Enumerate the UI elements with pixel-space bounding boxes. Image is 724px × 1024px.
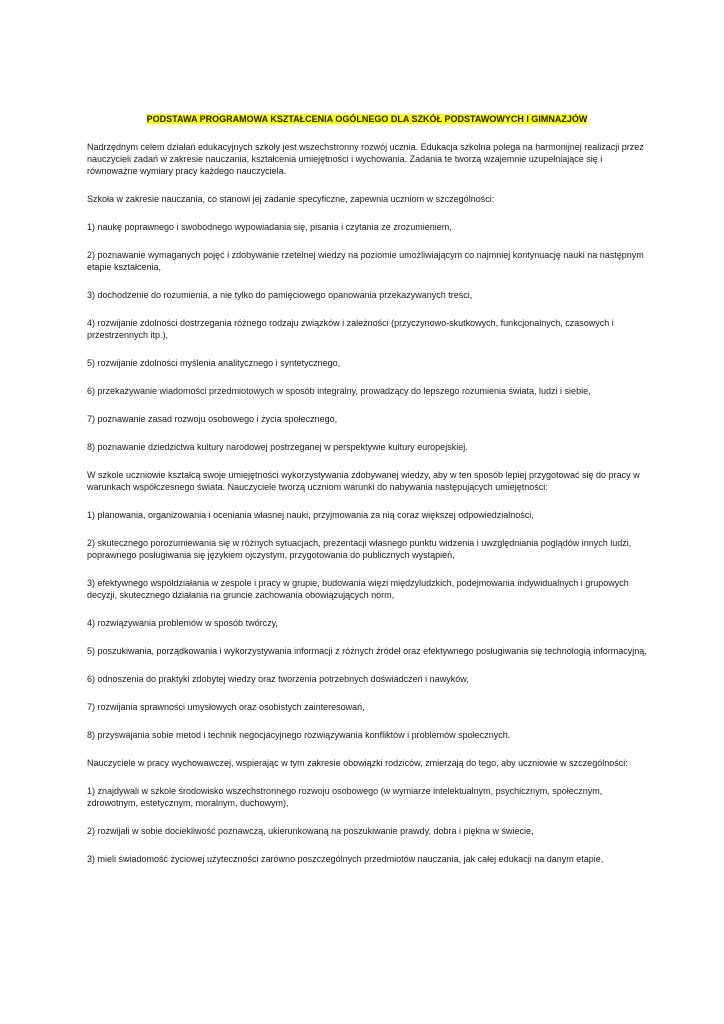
list-item: 2) skutecznego porozumiewania się w różnych sytuacjach, prezentacji własnego punktu widzenia i uwzględniania poglądów innych ludzi, poprawnego posługiwania się językiem ojczystym, przygotowania do publicznych wystąpień, — [87, 538, 632, 560]
list-item: 1) naukę poprawnego i swobodnego wypowiadania się, pisania i czytania ze zrozumieniem, — [87, 222, 452, 232]
list-item: 2) poznawanie wymaganych pojęć i zdobywanie rzetelnej wiedzy na poziomie umożliwiającym co najmniej kontynuację nauki na następnym etapie kształcenia, — [87, 250, 644, 272]
list-item: 8) przyswajania sobie metod i technik negocjacyjnego rozwiązywania konfliktów i problemów społecznych. — [87, 730, 511, 740]
list-item: 7) rozwijania sprawności umysłowych oraz osobistych zainteresowań, — [87, 702, 365, 712]
upbringing-intro: Nauczyciele w pracy wychowawczej, wspierając w tym zakresie obowiązki rodziców, zmierzają do tego, aby uczniowie w szczególności: — [87, 758, 628, 768]
list-item: 6) odnoszenia do praktyki zdobytej wiedzy oraz tworzenia potrzebnych doświadczeń i nawyków, — [87, 674, 469, 684]
list-item: 4) rozwiązywania problemów w sposób twórczy, — [87, 618, 278, 628]
list-item: 3) mieli świadomość życiowej użyteczności zarówno poszczególnych przedmiotów nauczania, jak całej edukacji na danym etapie, — [87, 854, 604, 864]
teaching-intro: Szkoła w zakresie nauczania, co stanowi jej zadanie specyficzne, zapewnia uczniom w szczególności: — [87, 194, 495, 204]
list-item: 5) poszukiwania, porządkowania i wykorzystywania informacji z różnych źródeł oraz efektywnego posługiwania się technologią informacyjną, — [87, 646, 647, 656]
list-item: 4) rozwijanie zdolności dostrzegania różnego rodzaju związków i zależności (przyczynowo-skutkowych, funkcjonalnych, czasowych i przestrzennych itp.), — [87, 318, 614, 340]
document-page — [87, 113, 647, 881]
list-item: 1) znajdywali w szkole środowisko wszechstronnego rozwoju osobowego (w wymiarze intelektualnym, psychicznym, społecznym, zdrowotnym, estetycznym, moralnym, duchowym), — [87, 786, 603, 808]
list-item: 2) rozwijali w sobie dociekliwość poznawczą, ukierunkowaną na poszukiwanie prawdy, dobra i piękna w świecie, — [87, 826, 534, 836]
list-item: 7) poznawanie zasad rozwoju osobowego i życia społecznego, — [87, 414, 338, 424]
list-item: 8) poznawanie dziedzictwa kultury narodowej postrzeganej w perspektywie kultury europejskiej. — [87, 442, 468, 452]
list-item: 5) rozwijanie zdolności myślenia analitycznego i syntetycznego, — [87, 358, 341, 368]
list-item: 3) dochodzenie do rozumienia, a nie tylko do pamięciowego opanowania przekazywanych treści, — [87, 290, 473, 300]
list-item: 3) efektywnego współdziałania w zespole i pracy w grupie, budowania więzi międzyludzkich, podejmowania indywidualnych i grupowych decyzji, skutecznego działania na gruncie zachowania obowiązujących norm, — [87, 578, 629, 600]
document-title: PODSTAWA PROGRAMOWA KSZTAŁCENIA OGÓLNEGO DLA SZKÓŁ PODSTAWOWYCH I GIMNAZJÓW — [146, 114, 588, 124]
list-item: 6) przekazywanie wiadomości przedmiotowych w sposób integralny, prowadzący do lepszego rozumienia świata, ludzi i siebie, — [87, 386, 591, 396]
title-block — [87, 113, 647, 125]
skills-intro: W szkole uczniowie kształcą swoje umiejętności wykorzystywania zdobywanej wiedzy, aby w ten sposób lepiej przygotować się do pracy w warunkach współczesnego świata. Nauczyciele tworzą uczniom warunki do nabywania następujących umiejętności: — [87, 470, 640, 492]
list-item: 1) planowania, organizowania i oceniania własnej nauki, przyjmowania za nią coraz większej odpowiedzialności, — [87, 510, 534, 520]
intro-paragraph: Nadrzędnym celem działań edukacyjnych szkoły jest wszechstronny rozwój ucznia. Edukacja szkolna polega na harmonijnej realizacji przez nauczycieli zadań w zakresie nauczania, kształcenia umiejętności i wychowania. Zadania te tworzą wzajemnie uzupełniające się i równoważne wymiary pracy każdego nauczyciela. — [87, 142, 644, 176]
